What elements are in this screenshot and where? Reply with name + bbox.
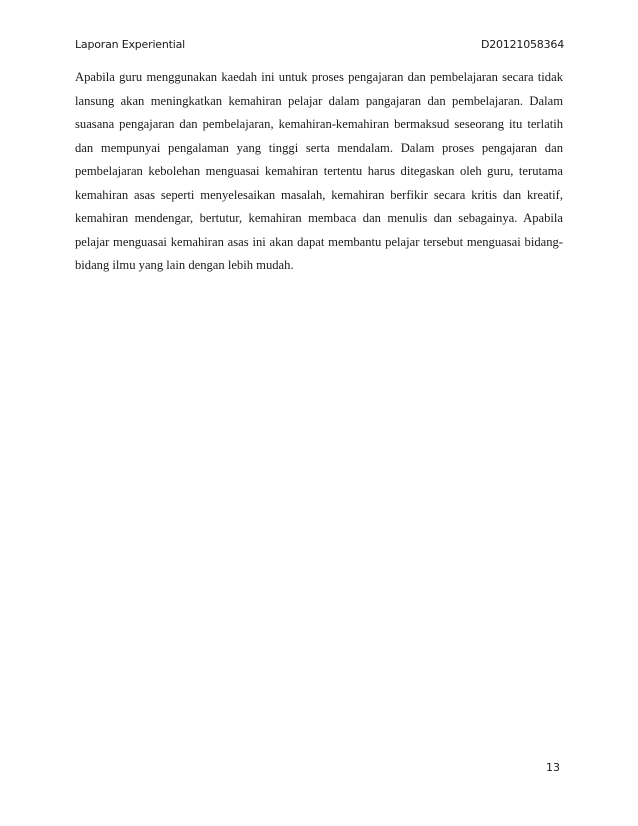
- page-number: 13: [546, 761, 560, 774]
- body-paragraph: Apabila guru menggunakan kaedah ini untuk proses pengajaran dan pembelajaran secara tidak lansung akan meningkatkan kemahiran pelajar dalam pangajaran dan pembelajaran. Dalam suasana pengajaran dan pembelajaran, kemahiran-kemahiran bermaksud seseorang itu terlatih dan mempunyai pengalaman yang tinggi serta mendalam. Dalam proses pengajaran dan pembelajaran kebolehan menguasai kemahiran tertentu harus ditegaskan oleh guru, terutama kemahiran asas seperti menyelesaikan masalah, kemahiran berfikir secara kritis dan kreatif, kemahiran mendengar, bertutur, kemahiran membaca dan menulis dan sebagainya. Apabila pelajar menguasai kemahiran asas ini akan dapat membantu pelajar tersebut menguasai bidang-bidang ilmu yang lain dengan lebih mudah.: [75, 70, 563, 272]
- header-title: Laporan Experiential: [75, 38, 186, 51]
- header-student-id: D20121058364: [480, 38, 564, 51]
